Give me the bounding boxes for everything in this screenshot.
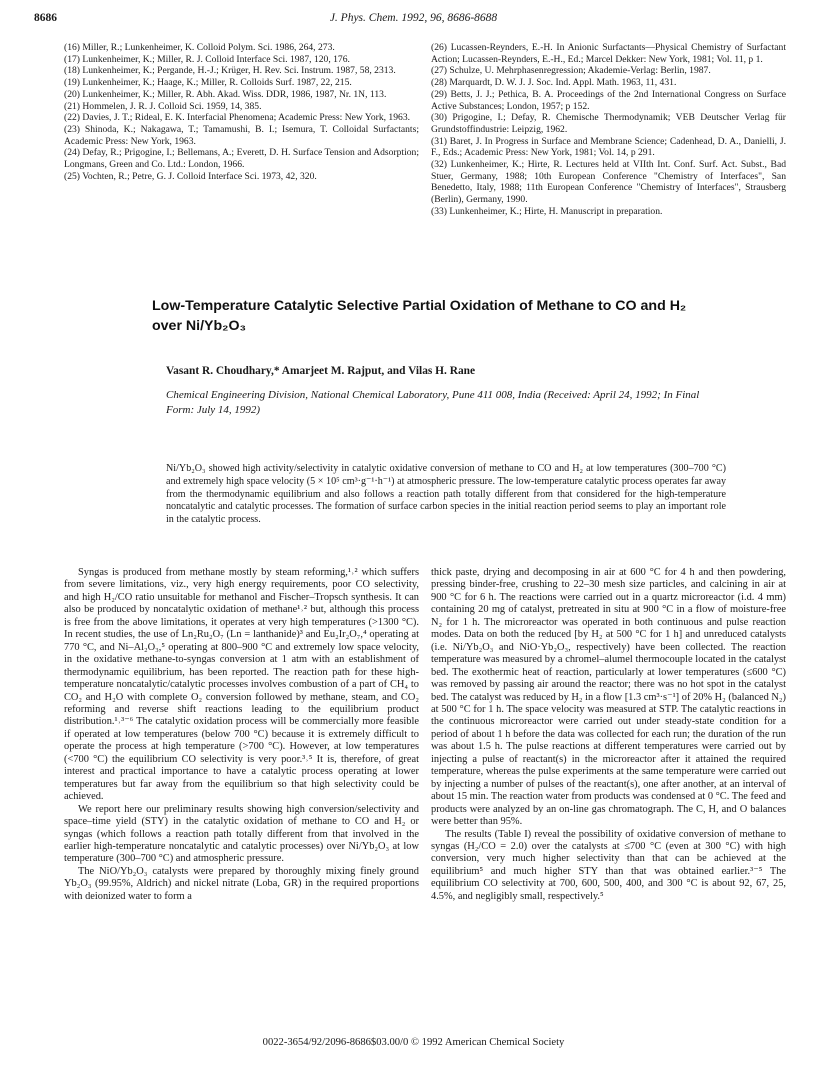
reference-item: (30) Prigogine, I.; Defay, R. Chemische Thermodynamik; VEB Deutscher Verlag für Grundstoffindustrie: Leipzig, 1962. <box>431 112 786 135</box>
reference-item: (19) Lunkenheimer, K.; Haage, K.; Miller, R. Colloids Surf. 1987, 22, 215. <box>64 77 352 89</box>
body-paragraph: thick paste, drying and decomposing in air at 600 °C for 4 h and then powdering, pressing binder-free, crushing to 22–30 mesh size particles, and calcining in air at 900 °C for 6 h. The reactions were carried out in a quartz microreactor (i.d. 4 mm) containing 20 mg of catalyst, pretreated in situ at 900 °C in a flow of moisture-free N₂ for 1 h. The microreactor was operated in both continuous and pulse reaction modes. Data on both the reduced [by H₂ at 500 °C for 1 h] and unreduced catalysts (i.e. Ni/Yb₂O₃ and NiO·Yb₂O₃, respectively) have been collected. The reaction temperature was measured by a chromel–alumel thermocouple located in the catalyst bed. The exothermic heat of reaction, particularly at lower temperatures (≤600 °C) was removed by passing air around the reactor; there was no hot spot in the catalyst bed. The catalyst was reduced by H₂ in a flow [1.3 cm³·s⁻¹] of 20% H₂ (balanced N₂) at 500 °C for 1 h. The space velocity was measured at STP. The catalytic reactions in the continuous microreactor were carried out under steady-state condition for a period of about 1 h before the data was collected for each run; the duration of the run was about 1.5 h. The pulse reactions at different temperatures were carried out by injecting a pulse of reactant(s) in the microreactor after it attained the required temperature, whereas the pulse experiments at the same temperature were carried out by injecting a number of pulses of the reactant(s), one after another, at an interval of about 15 min. The reaction water from products was condensed at 0 °C. The feed and products were analyzed by an on-line gas chromatograph. The C, H, and O balances were better than 95%. <box>431 567 786 828</box>
reference-item: (16) Miller, R.; Lunkenheimer, K. Colloid Polym. Sci. 1986, 264, 273. <box>64 42 335 53</box>
reference-item: (33) Lunkenheimer, K.; Hirte, H. Manuscript in preparation. <box>431 205 663 217</box>
reference-item: (24) Defay, R.; Prigogine, I.; Bellemans, A.; Everett, D. H. Surface Tension and Adsorption; Longmans, Green and Co. Ltd.: London, 1966. <box>64 147 419 171</box>
page-number: 8686 <box>34 12 57 24</box>
body-paragraph: The results (Table I) reveal the possibility of oxidative conversion of methane to syngas (H₂/CO = 2.0) over the catalysts at ≤700 °C (even at 300 °C) with high conversion, very much higher selectivity than that can be achieved at the equilibrium⁵ and much higher STY than that was obtained earlier.³⁻⁵ The equilibrium CO selectivity at 700, 600, 500, 400, and 300 °C is about 92, 67, 25, 4.5%, and negligibly small, respectively.⁵ <box>431 828 786 902</box>
body-paragraph: Syngas is produced from methane mostly by steam reforming,¹˒² which suffers from severe limitations, viz., very high energy requirements, poor CO selectivity, and high H₂/CO ratio unsuitable for methanol and Fischer–Tropsch synthesis. It can also be produced by noncatalytic oxidation of methane¹˒² but, although this process is free from the above limitations, it operates at very high temperatures (>1300 °C). In recent studies, the use of Ln₂Ru₂O₇ (Ln = lanthanide)³ and Eu₂Ir₂O₇,⁴ operating at 770 °C, and Ni–Al₂O₃,⁵ operating at 800–900 °C and extremely low space velocity, in the oxidative methane-to-syngas conversion at 1 atm with an establishment of thermodynamic equilibrium, has been reported. The reaction path for these high-temperature noncatalytic/catalytic processes involves combustion of a part of CH₄ to CO₂ and H₂O with complete O₂ conversion followed by methane, steam, and CO₂ reforming and reverse shift reactions leading to the equilibrium product distribution.¹˒³⁻⁶ The catalytic oxidation process will be commercially more feasible if operated at low temperatures (below 700 °C) because it is extremely difficult to operate the process at high temperature (>700 °C). However, at low temperatures (<700 °C) the equilibrium CO selectivity is very poor.³˒⁵ It is, therefore, of great interest and practical importance to have a catalytic process operating at lower temperatures but far away from the equilibrium so that high selectivity could be achieved. <box>64 567 419 803</box>
running-header <box>34 12 793 28</box>
body-paragraph: We report here our preliminary results showing high conversion/selectivity and space–time yield (STY) in the catalytic oxidation of methane to CO and H₂ or syngas (which follows a reaction path totally different from that involved in the earlier high-temperature noncatalytic and catalytic processes) over Ni/Yb₂O₃ at low temperature (300–700 °C) and atmospheric pressure. <box>64 803 419 865</box>
reference-item: (22) Davies, J. T.; Rideal, E. K. Interfacial Phenomena; Academic Press: New York, 1963. <box>64 112 411 124</box>
reference-item: (28) Marquardt, D. W. J. J. Soc. Ind. Appl. Math. 1963, 11, 431. <box>431 77 677 89</box>
reference-item: (17) Lunkenheimer, K.; Miller, R. J. Colloid Interface Sci. 1987, 120, 176. <box>64 53 350 65</box>
references-right-column <box>431 42 786 218</box>
article-abstract: Ni/Yb₂O₃ showed high activity/selectivity in catalytic oxidative conversion of methane to CO and H₂ at low temperatures (300–700 °C) and extremely high space velocity (5 × 10⁵ cm³·g⁻¹·h⁻¹) at atmospheric pressure. The low-temperature catalytic process operates far away from the thermodynamic equilibrium and also follows a reaction path totally different from that considered for the high-temperature noncatalytic and catalytic processes. The formation of surface carbon species in the initial reaction period seems to play an important role in the catalytic process. <box>166 463 726 526</box>
reference-item: (29) Betts, J. J.; Pethica, B. A. Proceedings of the 2nd International Congress on Surface Active Substances; London, 1957; p 152. <box>431 88 786 112</box>
body-left-column <box>64 567 419 903</box>
references-left-column <box>64 42 419 182</box>
reference-item: (25) Vochten, R.; Petre, G. J. Colloid Interface Sci. 1973, 42, 320. <box>64 170 317 182</box>
page-footer: 0022-3654/92/2096-8686$03.00/0 © 1992 American Chemical Society <box>262 1037 565 1048</box>
article-affiliation: Chemical Engineering Division, National Chemical Laboratory, Pune 411 008, India (Received: April 24, 1992; In Final Form: July 14, 1992) <box>166 389 700 416</box>
reference-item: (31) Baret, J. In Progress in Surface and Membrane Science; Cadenhead, D. A., Danielli, J. F., Eds.; Academic Press: New York, 1981; Vol. 14, p 291. <box>431 135 786 159</box>
article-authors: Vasant R. Choudhary,* Amarjeet M. Rajput, and Vilas H. Rane <box>166 365 476 377</box>
article-title: Low-Temperature Catalytic Selective Partial Oxidation of Methane to CO and H₂ over Ni/Yb₂O₃ <box>152 298 687 334</box>
reference-item: (20) Lunkenheimer, K.; Miller, R. Abh. Akad. Wiss. DDR, 1986, 1987, Nr. 1N, 113. <box>64 88 387 100</box>
reference-item: (23) Shinoda, K.; Nakagawa, T.; Tamamushi, B. I.; Isemura, T. Colloidal Surfactants; Academic Press: New York, 1963. <box>64 123 419 147</box>
body-paragraph: The NiO/Yb₂O₃ catalysts were prepared by thoroughly mixing finely ground Yb₂O₃ (99.95%, Aldrich) and nickel nitrate (Loba, GR) in the required proportions with deionized water to form a <box>64 865 419 902</box>
reference-item: (18) Lunkenheimer, K.; Pergande, H.-J.; Krüger, H. Rev. Sci. Instrum. 1987, 58, 2313. <box>64 65 396 77</box>
body-right-column <box>431 567 786 903</box>
reference-item: (21) Hommelen, J. R. J. Colloid Sci. 1959, 14, 385. <box>64 100 262 112</box>
reference-item: (27) Schulze, U. Mehrphasenregression; Akademie-Verlag: Berlin, 1987. <box>431 65 711 77</box>
reference-item: (32) Lunkenheimer, K.; Hirte, R. Lectures held at VIIth Int. Conf. Surf. Act. Subst., Bad Stuer, Germany, 1988; 10th European Conference "Chemistry of Interfaces", San Benedetto, Italy, 1988; 11th European Conference "Chemistry of Interfaces", Strausberg (Berlin), Germany, 1990. <box>431 159 786 206</box>
reference-item: (26) Lucassen-Reynders, E.-H. In Anionic Surfactants—Physical Chemistry of Surfactant Action; Lucassen-Reynders, E.-H., Ed.; Marcel Dekker: New York, 1981; Vol. 11, p 1. <box>431 42 786 65</box>
journal-citation: J. Phys. Chem. 1992, 96, 8686-8688 <box>329 12 498 24</box>
